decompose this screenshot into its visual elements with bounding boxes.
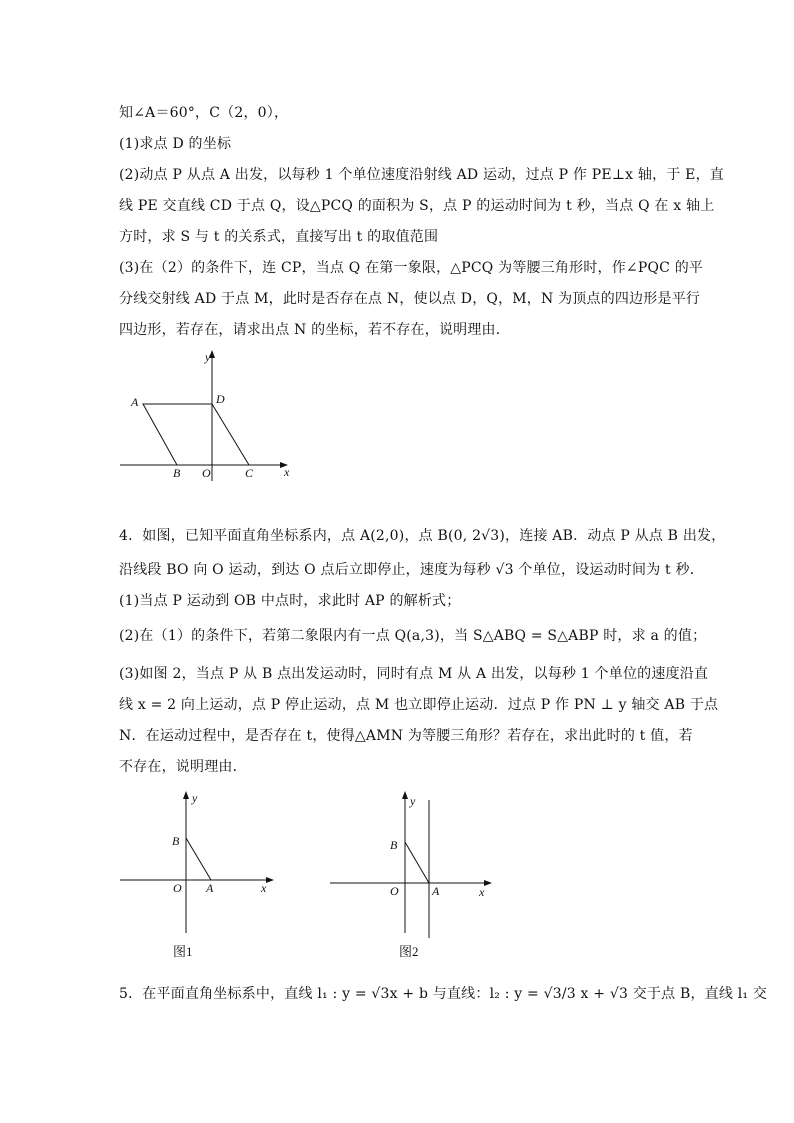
p3-line-4: 线 PE 交直线 CD 于点 Q，设△PCQ 的面积为 S，点 P 的运动时间为 t 秒，当点 Q 在 x 轴上: [119, 198, 715, 214]
p5-line-1: 5．在平面直角坐标系中，直线 l₁ : y = √3x + b 与直线：l₂ : y = √3/3 x + √3 交于点 B，直线 l₁ 交: [119, 986, 768, 1002]
p3-label-C: C: [245, 466, 254, 480]
p3-line-8: 四边形，若存在，请求出点 N 的坐标，若不存在，说明理由．: [119, 322, 510, 338]
p4-line-2: 沿线段 BO 向 O 运动，到达 O 点后立即停止，速度为每秒 √3 个单位，设运动时间为 t 秒．: [119, 562, 704, 578]
p4f2-label-y: y: [410, 794, 416, 808]
p4-line-8: 不存在，说明理由．: [119, 759, 247, 775]
p4-line-3: (1)当点 P 运动到 OB 中点时，求此时 AP 的解析式；: [119, 593, 461, 609]
p4f1-label-B: B: [172, 834, 180, 848]
p4-figure-2: [328, 788, 503, 963]
p4-line-5: (3)如图 2，当点 P 从 B 点出发运动时，同时有点 M 从 A 出发，以每秒 1 个单位的速度沿直: [119, 666, 709, 682]
p4f2-label-A: A: [432, 884, 440, 898]
p4-figure-1-svg: [118, 788, 293, 963]
p4f2-caption: 图2: [399, 944, 419, 959]
p3-label-O: O: [202, 466, 211, 480]
p4f1-label-x: x: [261, 881, 267, 895]
p3-figure: [118, 348, 298, 483]
p4f1-label-y: y: [192, 791, 198, 805]
p3-parallelogram: [143, 404, 249, 465]
p4-figure-2-svg: [328, 788, 503, 963]
p3-line-5: 方时，求 S 与 t 的关系式，直接写出 t 的取值范围: [119, 229, 439, 245]
p4f2-label-B: B: [390, 838, 398, 852]
p4f1-label-A: A: [206, 881, 214, 895]
p3-figure-svg: [118, 348, 298, 483]
p3-line-6: (3)在（2）的条件下，连 CP，当点 Q 在第一象限，△PCQ 为等腰三角形时，作∠PQC 的平: [119, 260, 704, 276]
p4-line-7: N．在运动过程中，是否存在 t，使得△AMN 为等腰三角形？若存在，求出此时的 t 值，若: [119, 728, 693, 744]
p3-line-7: 分线交射线 AD 于点 M，此时是否存在点 N，使以点 D，Q，M，N 为顶点的四边形是平行: [119, 291, 701, 307]
p4f2-label-x: x: [479, 885, 485, 899]
p4f2-label-O: O: [390, 884, 399, 898]
p4f1-caption: 图1: [173, 944, 193, 959]
p4f1-y-arrow-icon: [183, 791, 189, 799]
p4f1-x-arrow-icon: [266, 877, 274, 883]
p3-label-B: B: [173, 466, 181, 480]
p4-figure-1: [118, 788, 293, 963]
p4f1-segment-AB: [186, 838, 211, 880]
p4f1-label-O: O: [173, 881, 182, 895]
p4-line-1: 4．如图，已知平面直角坐标系内，点 A(2,0)，点 B(0, 2√3)，连接 AB．动点 P 从点 B 出发，: [119, 528, 726, 544]
p4-line-6: 线 x = 2 向上运动，点 P 停止运动，点 M 也立即停止运动．过点 P 作 PN ⊥ y 轴交 AB 于点: [119, 697, 719, 713]
p3-label-x: x: [284, 465, 290, 479]
p3-line-3: (2)动点 P 从点 A 出发，以每秒 1 个单位速度沿射线 AD 运动，过点 P 作 PE⊥x 轴，于 E，直: [119, 167, 724, 183]
p3-label-A: A: [131, 395, 139, 409]
p4f2-x-arrow-icon: [484, 880, 492, 886]
p4f2-y-arrow-icon: [402, 791, 408, 799]
p3-label-D: D: [216, 392, 225, 406]
p4-line-4: (2)在（1）的条件下，若第二象限内有一点 Q(a,3)，当 S△ABQ = S△ABP 时，求 a 的值；: [119, 628, 707, 644]
p3-line-1: 知∠A＝60°，C（2，0），: [119, 105, 289, 121]
p4f2-segment-AB: [405, 842, 429, 883]
p3-line-2: (1)求点 D 的坐标: [119, 136, 232, 152]
p3-label-y: y: [205, 350, 211, 364]
